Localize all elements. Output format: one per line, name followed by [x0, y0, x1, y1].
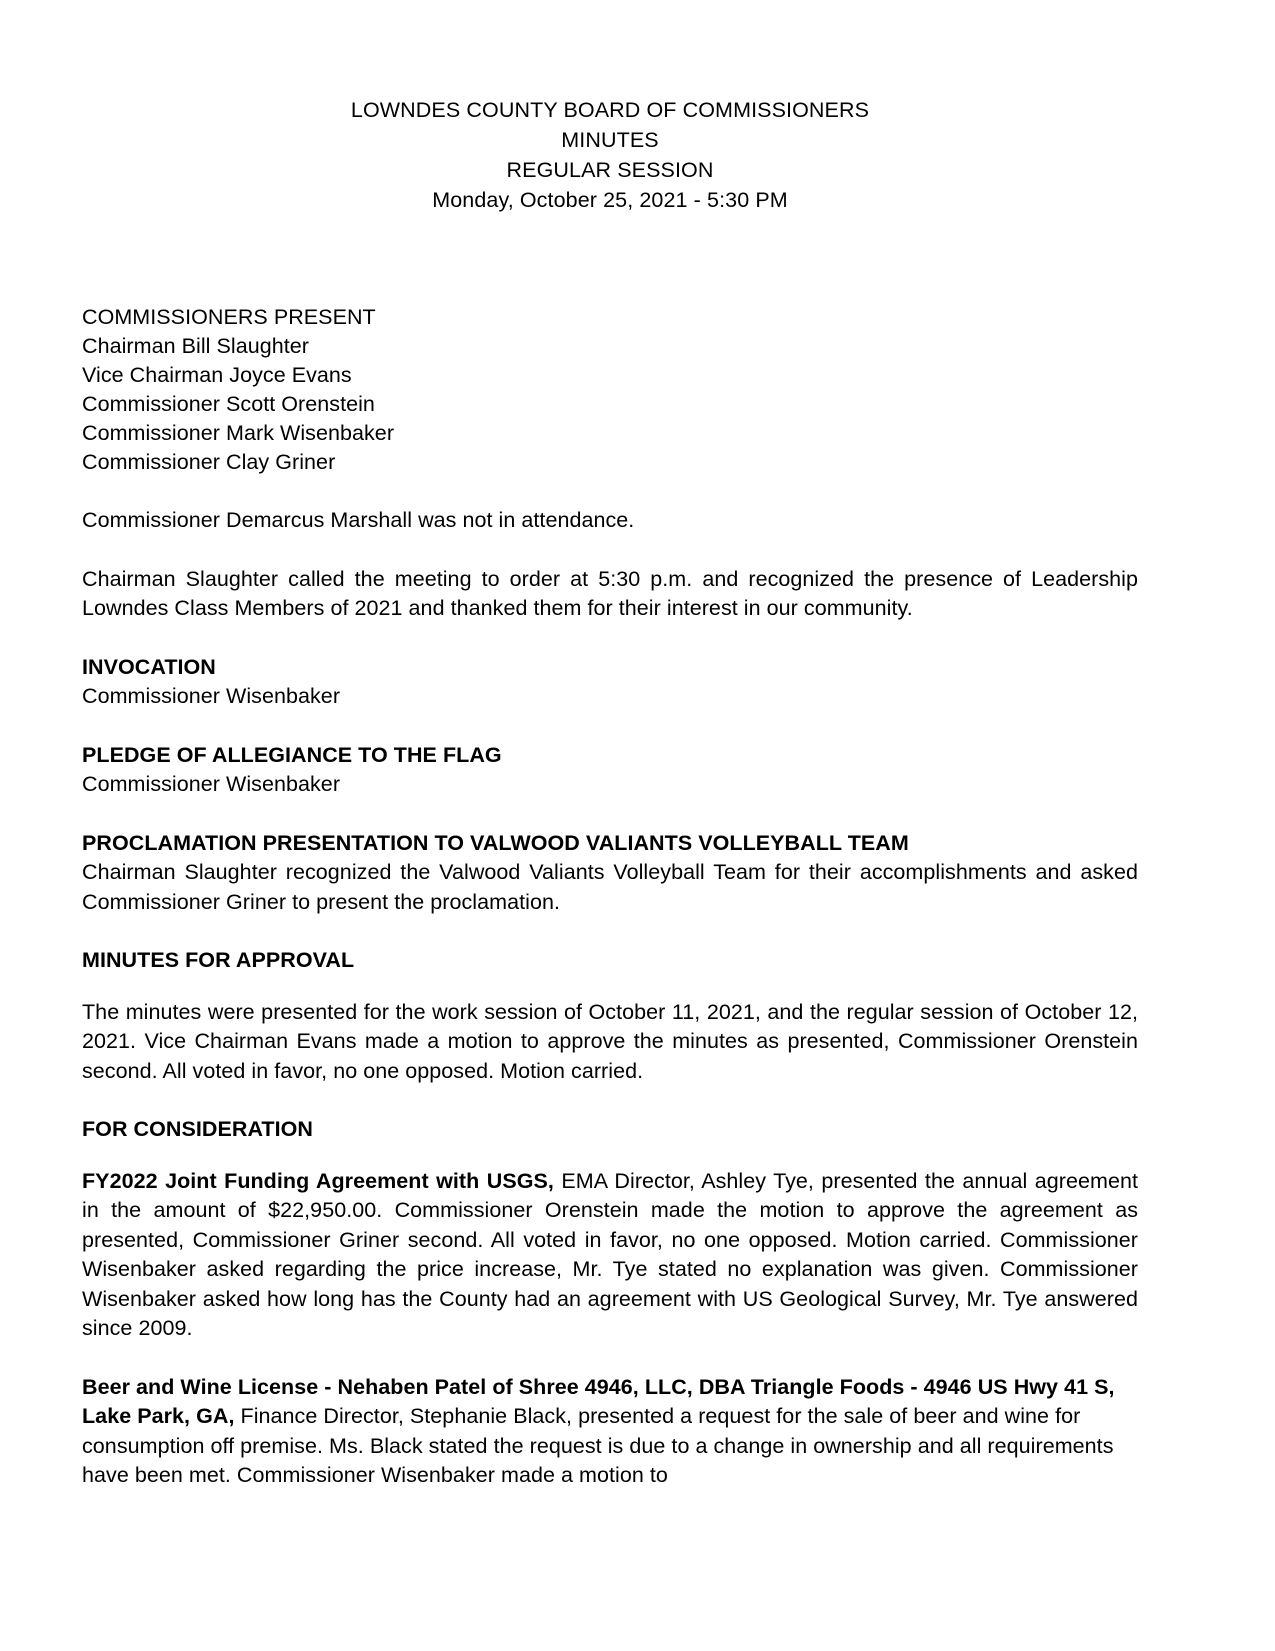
call-to-order-paragraph: Chairman Slaughter called the meeting to order at 5:30 p.m. and recognized the presence of Leadership Lowndes Class Members of 2021 and thanked them for their interest in our community. — [82, 566, 1138, 620]
commissioner-vice-chairman: Vice Chairman Joyce Evans — [82, 363, 352, 387]
consideration-item-beer-wine — [82, 1373, 1138, 1491]
commissioners-present-block — [82, 303, 1138, 477]
document-header — [82, 95, 1138, 215]
header-line-organization: LOWNDES COUNTY BOARD OF COMMISSIONERS — [350, 98, 870, 122]
spacer — [82, 917, 1138, 946]
spacer — [82, 624, 1138, 653]
consideration-item-usgs-title: FY2022 Joint Funding Agreement with USGS, — [82, 1168, 554, 1193]
commissioners-present-heading: COMMISSIONERS PRESENT — [82, 305, 376, 329]
spacer — [82, 536, 1138, 565]
spacer — [82, 477, 1138, 506]
commissioner-griner: Commissioner Clay Griner — [82, 450, 336, 474]
invocation-body: Commissioner Wisenbaker — [82, 684, 341, 708]
pledge-heading: PLEDGE OF ALLEGIANCE TO THE FLAG — [82, 742, 502, 767]
header-line-session: REGULAR SESSION — [506, 158, 714, 182]
consideration-item-beer-wine-title: Beer and Wine License - Nehaben Patel of Shree 4946, LLC, DBA Triangle Foods - 4946 US Hwy 41 S, Lake Park, GA, — [82, 1374, 1115, 1428]
commissioner-chairman: Chairman Bill Slaughter — [82, 334, 310, 358]
minutes-for-approval-body: The minutes were presented for the work session of October 11, 2021, and the regular session of October 12, 2021. Vice Chairman Evans made a motion to approve the minutes as presented, Commissioner Orenstein second. All voted in favor, no one opposed. Motion carried. — [82, 999, 1138, 1083]
spacer — [82, 1344, 1138, 1373]
header-line-datetime: Monday, October 25, 2021 - 5:30 PM — [432, 188, 788, 212]
invocation-heading: INVOCATION — [82, 654, 216, 679]
spacer — [82, 976, 1138, 998]
header-line-doctype: MINUTES — [561, 128, 659, 152]
consideration-item-usgs-body: EMA Director, Ashley Tye, presented the annual agreement in the amount of $22,950.00. Commissioner Orenstein made the motion to approve the agreement as presented, Commissioner Griner second. All voted in favor, no one opposed. Motion carried. Commissioner Wisenbaker asked regarding the price increase, Mr. Tye stated no explanation was given. Commissioner Wisenbaker asked how long has the County had an agreement with US Geological Survey, Mr. Tye answered since 2009. — [82, 1168, 1138, 1340]
for-consideration-heading: FOR CONSIDERATION — [82, 1117, 313, 1141]
spacer — [82, 1086, 1138, 1115]
spacer — [82, 712, 1138, 741]
proclamation-body: Chairman Slaughter recognized the Valwood Valiants Volleyball Team for their accomplishments and asked Commissioner Griner to present the proclamation. — [82, 860, 1138, 914]
pledge-body: Commissioner Wisenbaker — [82, 772, 341, 796]
proclamation-heading: PROCLAMATION PRESENTATION TO VALWOOD VALIANTS VOLLEYBALL TEAM — [82, 830, 909, 855]
header-spacer — [82, 215, 1138, 303]
consideration-item-usgs — [82, 1167, 1138, 1344]
absent-note: Commissioner Demarcus Marshall was not in attendance. — [82, 508, 635, 532]
spacer — [82, 1145, 1138, 1167]
commissioner-orenstein: Commissioner Scott Orenstein — [82, 392, 375, 416]
document-body — [82, 303, 1138, 1491]
spacer — [82, 800, 1138, 829]
minutes-for-approval-heading: MINUTES FOR APPROVAL — [82, 948, 355, 972]
commissioner-wisenbaker: Commissioner Mark Wisenbaker — [82, 421, 395, 445]
consideration-item-beer-wine-body: Finance Director, Stephanie Black, presented a request for the sale of beer and wine for consumption off premise. Ms. Black stated the request is due to a change in ownership and all requirements have been met. Commissioner Wisenbaker made a motion to — [82, 1404, 1114, 1487]
